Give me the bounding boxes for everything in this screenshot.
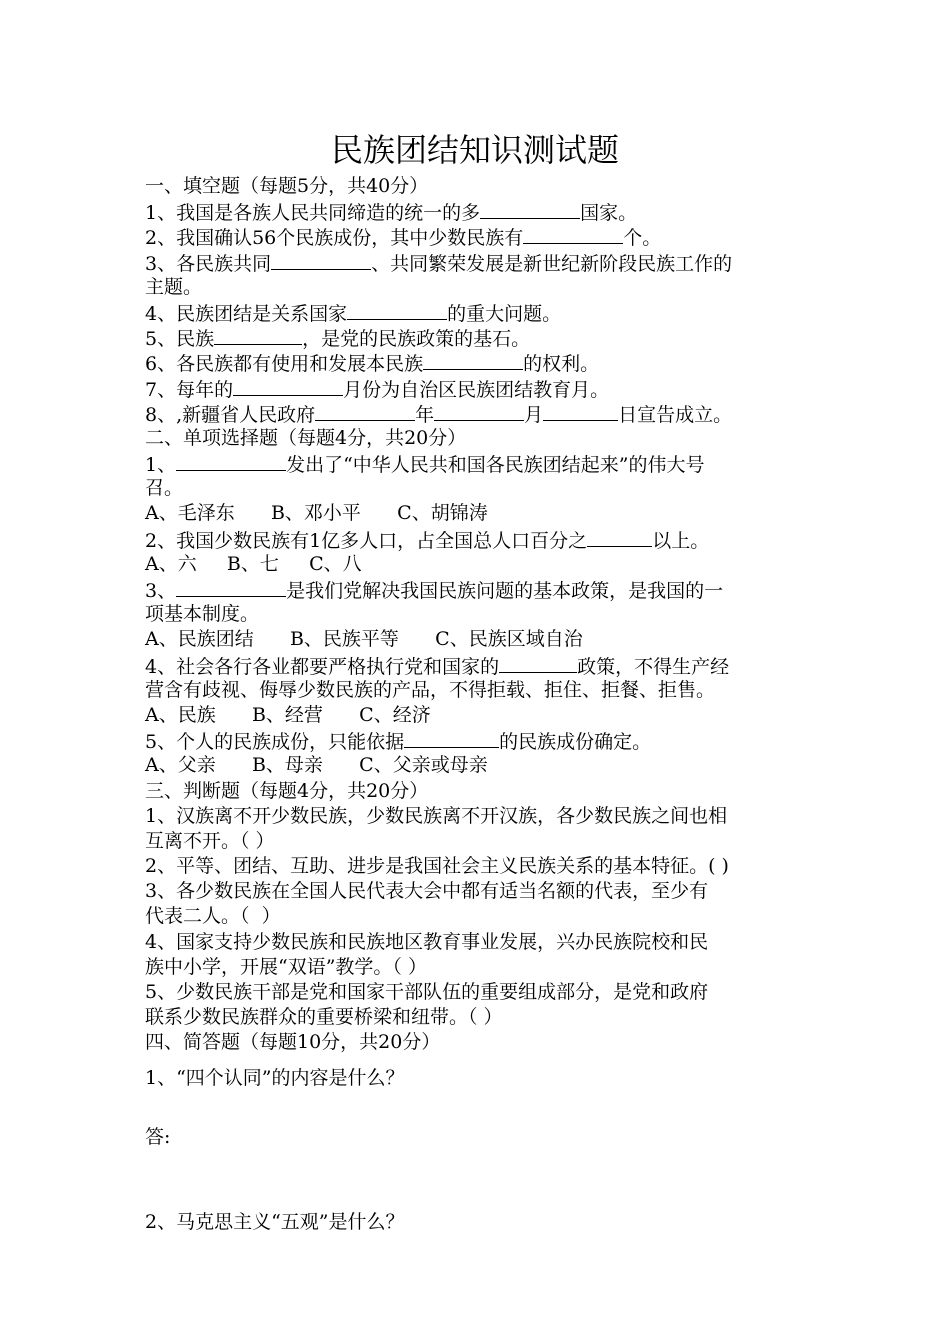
spacer	[145, 1091, 810, 1125]
document-title: 民族团结知识测试题	[330, 131, 619, 169]
s1-question-3: 3、各民族共同 、共同繁荣发展是新世纪新阶段民族工作的	[145, 250, 810, 275]
answer-blank[interactable]	[434, 401, 524, 421]
s1-question-1: 1、我国是各族人民共同缔造的统一的多 国家。	[145, 199, 810, 224]
s1-question-7: 7、每年的 月份为自治区民族团结教育月。	[145, 376, 810, 401]
section-3-heading: 三、判断题（每题4分，共20分）	[145, 779, 429, 802]
s2-question-1-cont: 召。	[145, 477, 184, 500]
s2-question-3: 3、 是我们党解决我国民族问题的基本政策，是我国的一	[145, 577, 810, 602]
s3-question-5-cont: 联系少数民族群众的重要桥梁和纽带。（ ）	[145, 1006, 503, 1029]
answer-blank[interactable]	[404, 728, 499, 748]
s2-question-4-options: A、民族 B、经营 C、经济	[145, 703, 431, 726]
s2-question-1-options: A、毛泽东 B、邓小平 C、胡锦涛	[145, 502, 488, 525]
s3-question-3: 3、各少数民族在全国人民代表大会中都有适当名额的代表，至少有	[145, 880, 709, 903]
s3-question-3-cont: 代表二人。（ ）	[145, 905, 281, 928]
s2-question-5-options: A、父亲 B、母亲 C、父亲或母亲	[145, 754, 488, 777]
s2-question-5: 5、个人的民族成份，只能依据 的民族成份确定。	[145, 728, 810, 753]
s3-question-5: 5、少数民族干部是党和国家干部队伍的重要组成部分，是党和政府	[145, 981, 709, 1003]
answer-blank[interactable]	[176, 577, 286, 597]
s1-question-6: 6、各民族都有使用和发展本民族 的权利。	[145, 350, 810, 375]
s2-question-1: 1、 发出了“中华人民共和国各民族团结起来”的伟大号	[145, 451, 810, 476]
answer-blank[interactable]	[271, 250, 371, 270]
s4-question-1: 1、“四个认同”的内容是什么？	[145, 1066, 405, 1089]
spacer	[145, 1056, 810, 1066]
section-1-heading: 一、填空题（每题5分，共40分）	[145, 175, 429, 197]
s3-question-1: 1、汉族离不开少数民族，少数民族离不开汉族，各少数民族之间也相	[145, 804, 728, 827]
s2-question-4: 4、社会各行各业都要严格执行党和国家的 政策，不得生产经	[145, 653, 810, 678]
answer-blank[interactable]	[214, 325, 302, 345]
s3-question-1-cont: 互离不开。（ ）	[145, 829, 275, 852]
answer-blank[interactable]	[423, 350, 523, 370]
answer-space[interactable]	[145, 1150, 810, 1210]
s1-question-4: 4、民族团结是关系国家 的重大问题。	[145, 300, 810, 325]
s1-question-3-cont: 主题。	[145, 275, 203, 298]
s2-question-2: 2、我国少数民族有1亿多人口，占全国总人口百分之 以上。	[145, 527, 810, 552]
s3-question-4: 4、国家支持少数民族和民族地区教育事业发展，兴办民族院校和民	[145, 930, 709, 953]
answer-blank[interactable]	[480, 199, 580, 219]
answer-blank[interactable]	[233, 376, 343, 396]
document-body	[145, 174, 810, 1235]
answer-blank[interactable]	[587, 527, 652, 547]
s2-question-3-cont: 项基本制度。	[145, 603, 260, 626]
s2-question-2-options: A、六 B、七 C、八	[145, 552, 362, 575]
s2-question-3-options: A、民族团结 B、民族平等 C、民族区域自治	[145, 628, 583, 651]
s2-question-4-cont: 营含有歧视、侮辱少数民族的产品，不得拒载、拒住、拒餐、拒售。	[145, 678, 716, 701]
s4-answer-label: 答:	[145, 1125, 171, 1148]
answer-blank[interactable]	[523, 224, 623, 244]
s3-question-4-cont: 族中小学，开展“双语”教学。（ ）	[145, 955, 427, 978]
answer-blank[interactable]	[315, 401, 415, 421]
s1-question-2: 2、我国确认56个民族成份，其中少数民族有 个。	[145, 224, 810, 249]
answer-blank[interactable]	[499, 653, 577, 673]
s1-question-5: 5、民族 ，是党的民族政策的基石。	[145, 325, 810, 350]
answer-blank[interactable]	[347, 300, 447, 320]
answer-blank[interactable]	[176, 451, 286, 471]
answer-blank[interactable]	[543, 401, 618, 421]
s3-question-2: 2、平等、团结、互助、进步是我国社会主义民族关系的基本特征。( )	[145, 855, 729, 878]
s4-question-2: 2、马克思主义“五观”是什么？	[145, 1210, 405, 1233]
section-4-heading: 四、简答题（每题10分，共20分）	[145, 1031, 441, 1054]
section-2-heading: 二、单项选择题（每题4分，共20分）	[145, 426, 467, 449]
s1-question-8: 8、,新疆省人民政府 年 月 日宣告成立。	[145, 401, 810, 426]
